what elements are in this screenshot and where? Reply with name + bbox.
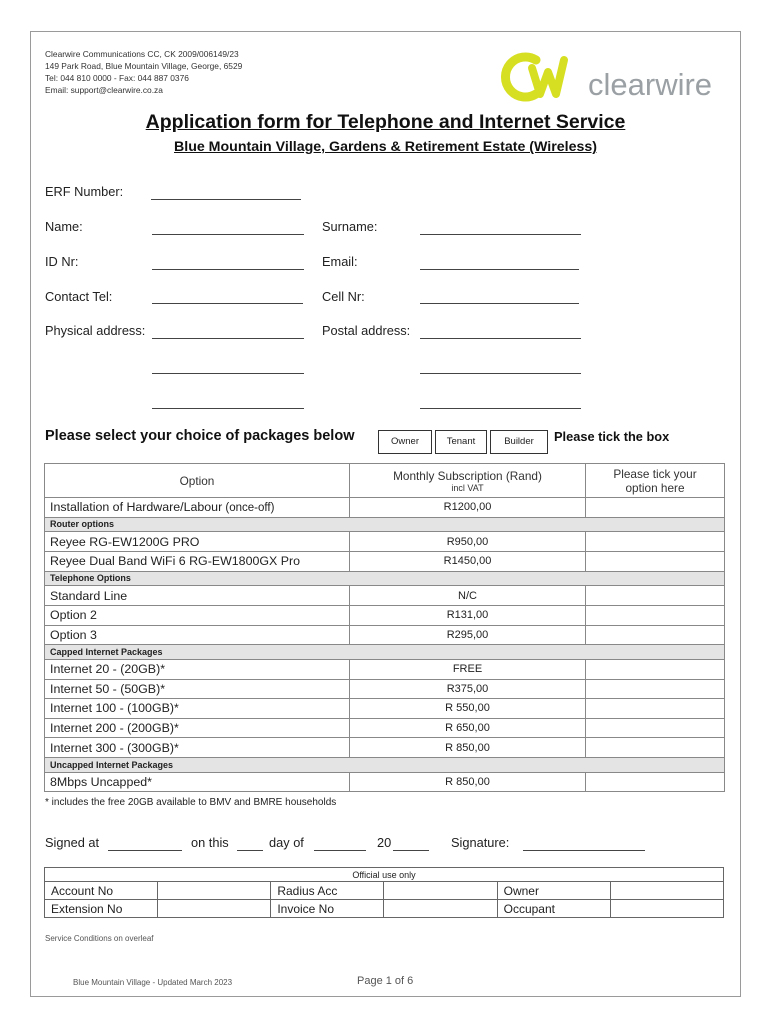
postal-address-line-2[interactable]: [420, 373, 581, 374]
capped-1-label: Internet 20 - (20GB)*: [45, 659, 350, 679]
capped-3-price: R 550,00: [350, 699, 586, 719]
application-form-page: [30, 31, 741, 997]
physical-address-line-2[interactable]: [152, 373, 304, 374]
extension-no-value[interactable]: [158, 900, 271, 918]
phone-2-tick-cell[interactable]: [586, 605, 725, 625]
erf-number-label: ERF Number:: [45, 184, 124, 199]
year-field[interactable]: [393, 850, 429, 851]
packages-footnote: * includes the free 20GB available to BMV and BMRE households: [45, 797, 337, 808]
router-1-price: R950,00: [350, 532, 586, 552]
capped-5-tick-cell[interactable]: [586, 738, 725, 758]
email-field[interactable]: [420, 269, 579, 270]
table-row: [45, 679, 725, 699]
table-row: [45, 498, 725, 518]
occupant-value[interactable]: [610, 900, 723, 918]
signature-field[interactable]: [523, 850, 645, 851]
tick-column-line-2: option here: [625, 480, 685, 495]
clearwire-logo-icon: [496, 46, 728, 108]
builder-tick-box[interactable]: Builder: [490, 430, 548, 454]
capped-3-label: Internet 100 - (100GB)*: [45, 699, 350, 719]
contact-tel-label: Contact Tel:: [45, 289, 113, 304]
clearwire-logo: [496, 46, 728, 108]
company-address: 149 Park Road, Blue Mountain Village, George, 6529: [45, 61, 243, 71]
router-2-label: Reyee Dual Band WiFi 6 RG-EW1800GX Pro: [45, 551, 350, 571]
cell-number-field[interactable]: [420, 303, 579, 304]
form-title: Application form for Telephone and Internet Service: [145, 111, 626, 133]
phone-1-tick-cell[interactable]: [586, 586, 725, 606]
postal-address-label: Postal address:: [322, 323, 411, 338]
signature-label: Signature:: [451, 835, 510, 850]
invoice-no-value[interactable]: [384, 900, 497, 918]
table-row: [45, 900, 724, 918]
monthly-subscription-label: Monthly Subscription (Rand): [393, 468, 542, 483]
capped-3-tick-cell[interactable]: [586, 699, 725, 719]
phone-2-price: R131,00: [350, 605, 586, 625]
physical-address-line-3[interactable]: [152, 408, 304, 409]
footer-updated: Blue Mountain Village - Updated March 2023: [73, 978, 233, 987]
invoice-no-label: Invoice No: [271, 900, 384, 918]
id-number-label: ID Nr:: [45, 254, 79, 269]
table-row: [45, 551, 725, 571]
telephone-options-heading: Telephone Options: [45, 571, 725, 586]
packages-table: [44, 463, 725, 792]
contact-tel-field[interactable]: [152, 303, 303, 304]
tick-column-line-1: Please tick your: [613, 466, 697, 481]
physical-address-label: Physical address:: [45, 323, 146, 338]
install-once-off-note: (once-off): [222, 502, 275, 515]
capped-4-label: Internet 200 - (200GB)*: [45, 718, 350, 738]
phone-3-label: Option 3: [45, 625, 350, 645]
phone-3-tick-cell[interactable]: [586, 625, 725, 645]
install-label: Installation of Hardware/Labour: [50, 500, 223, 515]
uncapped-1-tick-cell[interactable]: [586, 772, 725, 792]
day-field[interactable]: [237, 850, 263, 851]
logo-wordmark: clearwire: [588, 67, 713, 102]
capped-2-price: R375,00: [350, 679, 586, 699]
company-registration: Clearwire Communications CC, CK 2009/006149/23: [45, 49, 239, 59]
table-row: [45, 699, 725, 719]
capped-5-label: Internet 300 - (300GB)*: [45, 738, 350, 758]
table-row: [45, 605, 725, 625]
category-row-telephone: [45, 571, 725, 586]
monthly-subscription-header: [350, 464, 586, 498]
category-row-capped: [45, 645, 725, 660]
phone-1-label: Standard Line: [45, 586, 350, 606]
owner-value[interactable]: [610, 882, 723, 900]
surname-label: Surname:: [322, 219, 378, 234]
page-number: Page 1 of 6: [357, 975, 414, 987]
form-subtitle: Blue Mountain Village, Gardens & Retirement Estate (Wireless): [174, 139, 597, 155]
table-row: [45, 718, 725, 738]
packages-heading: Please select your choice of packages below: [45, 428, 355, 444]
category-row-router: [45, 517, 725, 532]
table-row: [45, 772, 725, 792]
company-email: Email: support@clearwire.co.za: [45, 85, 163, 95]
surname-field[interactable]: [420, 234, 581, 235]
erf-number-field[interactable]: [151, 199, 301, 200]
option-column-header: Option: [45, 464, 350, 498]
month-field[interactable]: [314, 850, 366, 851]
packages-table-header: [45, 464, 725, 498]
tick-column-header: [586, 464, 725, 498]
company-tel-fax: Tel: 044 810 0000 - Fax: 044 887 0376: [45, 73, 189, 83]
capped-2-tick-cell[interactable]: [586, 679, 725, 699]
id-number-field[interactable]: [152, 269, 304, 270]
table-row: [45, 625, 725, 645]
postal-address-line-1[interactable]: [420, 338, 581, 339]
phone-1-price: N/C: [350, 586, 586, 606]
year-prefix-label: 20: [377, 835, 392, 850]
service-conditions-note: Service Conditions on overleaf: [45, 934, 154, 943]
radius-acc-label: Radius Acc: [271, 882, 384, 900]
physical-address-line-1[interactable]: [152, 338, 304, 339]
day-of-label: day of: [269, 835, 304, 850]
table-row: [45, 659, 725, 679]
router-2-tick-cell[interactable]: [586, 551, 725, 571]
name-field[interactable]: [152, 234, 304, 235]
table-row: [45, 532, 725, 552]
capped-2-label: Internet 50 - (50GB)*: [45, 679, 350, 699]
capped-5-price: R 850,00: [350, 738, 586, 758]
account-no-value[interactable]: [158, 882, 271, 900]
table-row: [45, 738, 725, 758]
table-row: [45, 586, 725, 606]
router-1-tick-cell[interactable]: [586, 532, 725, 552]
postal-address-line-3[interactable]: [420, 408, 581, 409]
owner-label: Owner: [497, 882, 610, 900]
account-no-label: Account No: [45, 882, 158, 900]
capped-1-price: FREE: [350, 659, 586, 679]
router-1-label: Reyee RG-EW1200G PRO: [45, 532, 350, 552]
official-use-heading: Official use only: [45, 868, 724, 882]
name-label: Name:: [45, 219, 83, 234]
radius-acc-value[interactable]: [384, 882, 497, 900]
signed-at-field[interactable]: [108, 850, 182, 851]
capped-4-price: R 650,00: [350, 718, 586, 738]
email-label: Email:: [322, 254, 358, 269]
tenant-tick-box[interactable]: Tenant: [435, 430, 487, 454]
router-options-heading: Router options: [45, 517, 725, 532]
install-price: R1200,00: [350, 498, 586, 518]
incl-vat-note: incl VAT: [451, 482, 484, 493]
capped-internet-heading: Capped Internet Packages: [45, 645, 725, 660]
official-use-table: [44, 867, 724, 918]
phone-2-label: Option 2: [45, 605, 350, 625]
capped-1-tick-cell[interactable]: [586, 659, 725, 679]
table-row: [45, 882, 724, 900]
tick-box-instruction: Please tick the box: [554, 429, 670, 444]
cell-number-label: Cell Nr:: [322, 289, 365, 304]
router-2-price: R1450,00: [350, 551, 586, 571]
capped-4-tick-cell[interactable]: [586, 718, 725, 738]
uncapped-1-label: 8Mbps Uncapped*: [45, 772, 350, 792]
phone-3-price: R295,00: [350, 625, 586, 645]
install-tick-cell[interactable]: [586, 498, 725, 518]
on-this-label: on this: [191, 835, 229, 850]
uncapped-1-price: R 850,00: [350, 772, 586, 792]
signed-at-label: Signed at: [45, 835, 100, 850]
extension-no-label: Extension No: [45, 900, 158, 918]
owner-tick-box[interactable]: Owner: [378, 430, 432, 454]
occupant-label: Occupant: [497, 900, 610, 918]
uncapped-internet-heading: Uncapped Internet Packages: [45, 757, 725, 772]
category-row-uncapped: [45, 757, 725, 772]
